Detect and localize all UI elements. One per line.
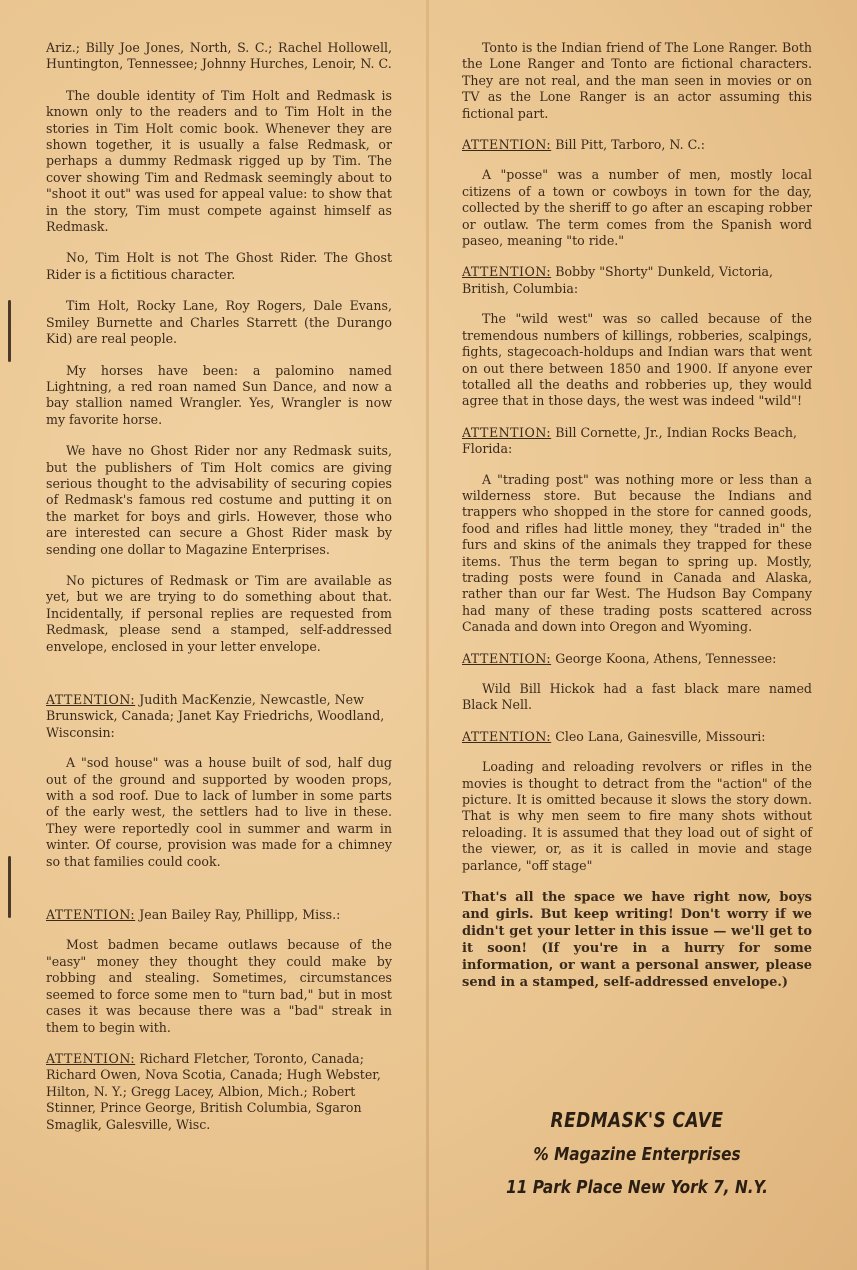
attention-names: George Koona, Athens, Tennessee: xyxy=(555,650,777,666)
attention-label: ATTENTION: xyxy=(462,264,552,280)
paragraph-double-identity: The double identity of Tim Holt and Redmask is known only to the readers and to Tim Holt in the stories in Tim Holt comic book. Whenever they are shown together, it is usually a false Redmask, or perhaps a dummy Redmask rigged up by Tim. The cover showing Tim and Redmask seemingly about to "shoot it out" was used for appeal value: to show that in the story, Tim must compete against himself as Redmask. xyxy=(46,87,392,235)
attention-heading xyxy=(46,692,392,741)
attention-heading xyxy=(462,425,812,458)
attention-heading xyxy=(462,137,812,153)
attention-label: ATTENTION: xyxy=(46,907,136,923)
attention-heading xyxy=(462,651,812,667)
attention-names: Judith MacKenzie, Newcastle, New Brunswick, Canada; Janet Kay Friedrichs, Woodland, Wisconsin: xyxy=(46,692,385,740)
paragraph-badmen: Most badmen became outlaws because of the "easy" money they thought they could make by robbing and stealing. Sometimes, circumstances seemed to force some men to "turn bad," but in most cases it was because there was a "bad" streak in them to begin with. xyxy=(46,937,392,1035)
attention-label: ATTENTION: xyxy=(46,1050,136,1066)
paragraph-no-suits: We have no Ghost Rider nor any Redmask suits, but the publishers of Tim Holt comics are giving serious thought to the advisability of securing copies of Redmask's famous red costume and putting it on the market for boys and girls. However, those who are interested can secure a Ghost Rider mask by sending one dollar to Magazine Enterprises. xyxy=(46,443,392,557)
paragraph-no-pictures: No pictures of Redmask or Tim are available as yet, but we are trying to do something about that. Incidentally, if personal replies are requested from Redmask, please send a stamped, self-addressed envelope, enclosed in your letter envelope. xyxy=(46,572,392,654)
attention-label: ATTENTION: xyxy=(462,650,552,666)
attention-label: ATTENTION: xyxy=(46,692,136,707)
paragraph-ghost-rider: No, Tim Holt is not The Ghost Rider. The Ghost Rider is a fictitious character. xyxy=(46,250,392,282)
attention-names: Richard Fletcher, Toronto, Canada; Richard Owen, Nova Scotia, Canada; Hugh Webster, Hilton, N. Y.; Gregg Lacey, Albion, Mich.; Robert Stinner, Prince George, British Columbia, Sgaron Smaglik, Galesville, Wisc. xyxy=(46,1050,381,1132)
paragraph-reloading: Loading and reloading revolvers or rifles in the movies is thought to detract from the "action" of the picture. It is omitted because it slows the story down. That is why men seem to fire many shots without reloading. It is assumed that they load out of sight of the viewer, or, as it is called in movie and stage parlance, "off stage" xyxy=(462,759,812,873)
paragraph-real-people: Tim Holt, Rocky Lane, Roy Rogers, Dale Evans, Smiley Burnette and Charles Starrett (the Durango Kid) are real people. xyxy=(46,298,392,347)
attention-label: ATTENTION: xyxy=(462,424,552,440)
attention-names: Bobby "Shorty" Dunkeld, Victoria, British, Columbia: xyxy=(462,264,774,296)
paragraph-trading-post: A "trading post" was nothing more or less than a wilderness store. But because the Indians and trappers who shopped in the store for canned goods, food and rifles had little money, they "traded in" the furs and skins of the animals they trapped for these items. Thus the term began to spring up. Mostly, trading posts were found in Canada and Alaska, rather than our far West. The Hudson Bay Company had many of these trading posts scattered across Canada and down into Oregon and Wyoming. xyxy=(462,471,812,635)
page-gutter xyxy=(426,0,429,1270)
attention-names: Bill Cornette, Jr., Indian Rocks Beach, Florida: xyxy=(462,424,798,457)
attention-label: ATTENTION: xyxy=(462,728,552,744)
paragraph-tonto: Tonto is the Indian friend of The Lone Ranger. Both the Lone Ranger and Tonto are fictional characters. They are not real, and the man seen in movies or on TV as the Lone Ranger is an actor assuming this fictional part. xyxy=(462,40,812,121)
right-column xyxy=(462,40,812,1006)
attention-heading xyxy=(462,264,812,297)
address-line-cave: REDMASK'S CAVE xyxy=(550,1108,724,1132)
address-line-company: % Magazine Enterprises xyxy=(533,1144,741,1165)
paragraph-horses: My horses have been: a palomino named Lightning, a red roan named Sun Dance, and now a bay stallion named Wrangler. Yes, Wrangler is now my favorite horse. xyxy=(46,362,392,427)
margin-bracket-mark xyxy=(8,300,11,362)
closing-message: That's all the space we have right now, boys and girls. But keep writing! Don't worry if we didn't get your letter in this issue — we'll get to it soon! (If you're in a hurry for some information, or want a personal answer, please send in a stamped, self-addressed envelope.) xyxy=(462,890,812,991)
paragraph-wild-west: The "wild west" was so called because of the tremendous numbers of killings, robberies, scalpings, fights, stagecoach-holdups and Indian wars that went on out there between 1850 and 1900. If anyone ever totalled all the deaths and robberies up, they would agree that in those days, the west was indeed "wild"! xyxy=(462,311,812,409)
paragraph-posse: A "posse" was a number of men, mostly local citizens of a town or cowboys in town for the day, collected by the sheriff to go after an escaping robber or outlaw. The term comes from the Spanish word paseo, meaning "to ride." xyxy=(462,167,812,249)
left-column xyxy=(46,40,392,1147)
mailing-address xyxy=(462,1108,812,1198)
margin-bracket-mark xyxy=(8,856,11,918)
attention-label: ATTENTION: xyxy=(462,137,552,153)
paragraph-wild-bill: Wild Bill Hickok had a fast black mare named Black Nell. xyxy=(462,681,812,713)
attention-heading xyxy=(46,1051,392,1133)
intro-names: Ariz.; Billy Joe Jones, North, S. C.; Rachel Hollowell, Huntington, Tennessee; Johnny Hurches, Lenoir, N. C. xyxy=(46,40,392,72)
address-line-street: 11 Park Place New York 7, N.Y. xyxy=(506,1177,768,1198)
attention-names: Jean Bailey Ray, Phillipp, Miss.: xyxy=(139,907,341,923)
attention-names: Bill Pitt, Tarboro, N. C.: xyxy=(555,137,706,153)
attention-names: Cleo Lana, Gainesville, Missouri: xyxy=(555,728,766,744)
attention-heading xyxy=(46,907,392,923)
attention-heading xyxy=(462,729,812,745)
paragraph-sod-house: A "sod house" was a house built of sod, half dug out of the ground and supported by wooden props, with a sod roof. Due to lack of lumber in some parts of the early west, the settlers had to live in these. They were reportedly cool in summer and warm in winter. Of course, provision was made for a chimney so that families could cook. xyxy=(46,755,392,869)
